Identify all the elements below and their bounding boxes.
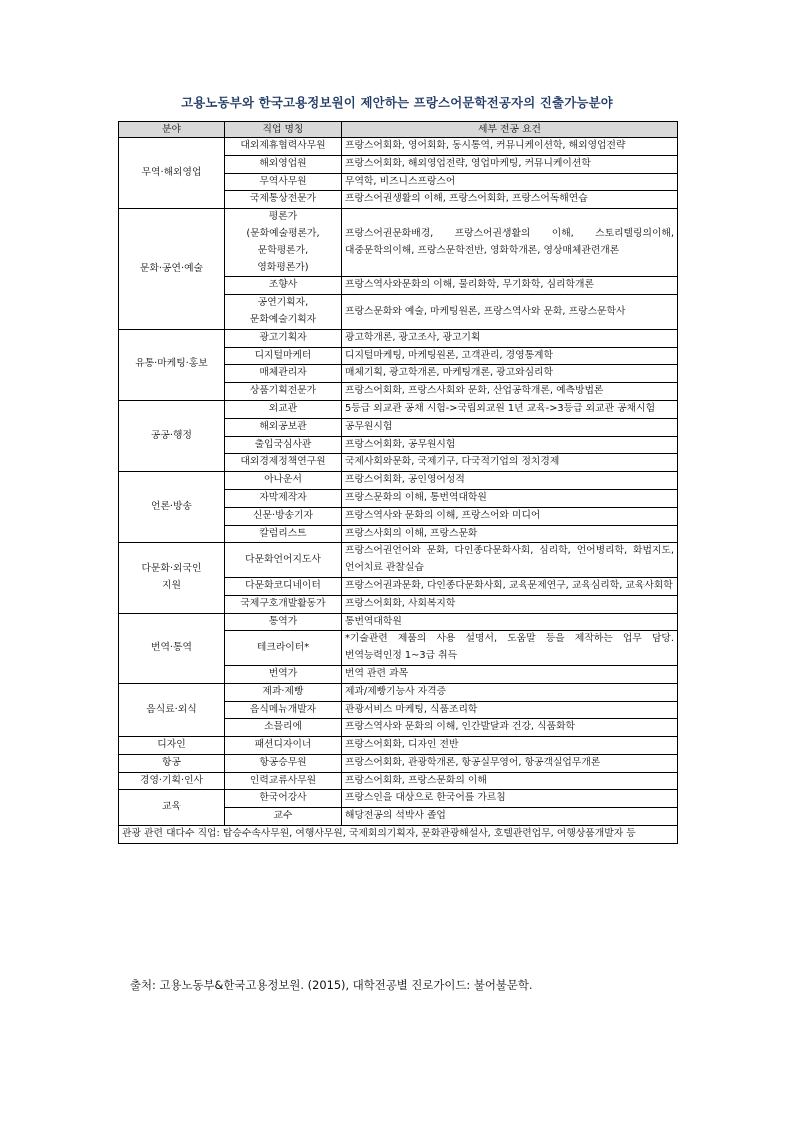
job-title-cell: 국제통상전문가	[225, 191, 342, 209]
job-title-cell: 제과·제빵	[225, 683, 342, 701]
note-row	[119, 826, 678, 844]
requirements-cell: 프랑스어권과문화, 다인종다문화사회, 교육문제연구, 교육심리학, 교육사회학	[342, 577, 678, 595]
field-cell: 음식료·외식	[119, 683, 225, 736]
requirements-cell: 프랑스역사와문화의 이해, 물리화학, 무기화학, 심리학개론	[342, 277, 678, 295]
requirements-cell: 프랑스어회화, 디자인 전반	[342, 737, 678, 755]
requirements-cell: 프랑스어회화, 사회복지학	[342, 595, 678, 613]
job-title-cell: 패션디자이너	[225, 737, 342, 755]
table-row	[119, 543, 678, 578]
requirements-cell: 프랑스어회화, 프랑스문화의 이해	[342, 772, 678, 790]
header-field: 분야	[119, 122, 225, 138]
job-title-cell: 공연기획자, 문화예술기획자	[225, 295, 342, 330]
job-title-cell: 매체관리자	[225, 365, 342, 383]
job-title-cell: 통역가	[225, 613, 342, 631]
table-row	[119, 209, 678, 277]
table-row	[119, 613, 678, 631]
table-row	[119, 772, 678, 790]
job-title-cell: 해외영업원	[225, 155, 342, 173]
table-row	[119, 329, 678, 347]
requirements-cell: 통번역대학원	[342, 613, 678, 631]
table-row	[119, 400, 678, 418]
job-title-cell: 다문화언어지도사	[225, 543, 342, 578]
requirements-cell: 무역학, 비즈니스프랑스어	[342, 173, 678, 191]
table-row	[119, 737, 678, 755]
requirements-cell: 프랑스어권생활의 이해, 프랑스어회화, 프랑스어독해연습	[342, 191, 678, 209]
requirements-cell: 프랑스어회화, 해외영업전략, 영업마케팅, 커뮤니케이션학	[342, 155, 678, 173]
table-row	[119, 754, 678, 772]
requirements-cell: 프랑스문화의 이해, 통번역대학원	[342, 489, 678, 507]
field-cell: 다문화·외국인 지원	[119, 543, 225, 613]
job-title-cell: 외교관	[225, 400, 342, 418]
document-title: 고용노동부와 한국고용정보원이 제안하는 프랑스어문학전공자의 진출가능분야	[181, 95, 613, 110]
note-cell: 관광 관련 대다수 직업: 탑승수속사무원, 여행사무원, 국제회의기획자, 문화관광해설사, 호텔관련업무, 여행상품개발자 등	[119, 826, 678, 844]
requirements-cell: 디지털마케팅, 마케팅원론, 고객관리, 경영통계학	[342, 347, 678, 365]
table-row	[119, 472, 678, 490]
field-cell: 공공·행정	[119, 400, 225, 471]
job-title-cell: 대외경제정책연구원	[225, 454, 342, 472]
job-title-cell: 대외제휴협력사무원	[225, 138, 342, 156]
job-title-cell: 인력교류사무원	[225, 772, 342, 790]
job-title-cell: 평론가 (문화예술평론가, 문학평론가, 영화평론가)	[225, 209, 342, 277]
requirements-cell: *기술관련 제품의 사용 설명서, 도움말 등을 제작하는 업무 담당. 번역능력인정 1~3급 취득	[342, 631, 678, 666]
requirements-cell: 프랑스문화와 예술, 마케팅원론, 프랑스역사와 문화, 프랑스문학사	[342, 295, 678, 330]
job-title-cell: 교수	[225, 808, 342, 826]
requirements-cell: 프랑스사회의 이해, 프랑스문화	[342, 525, 678, 543]
requirements-cell: 번역 관련 과목	[342, 665, 678, 683]
header-requirements: 세부 전공 요건	[342, 122, 678, 138]
job-title-cell: 상품기획전문가	[225, 383, 342, 401]
job-title-cell: 음식메뉴개발자	[225, 701, 342, 719]
requirements-cell: 프랑스인을 대상으로 한국어를 가르침	[342, 790, 678, 808]
table-row	[119, 683, 678, 701]
field-cell: 문화·공연·예술	[119, 209, 225, 330]
requirements-cell: 프랑스어권문화배경, 프랑스어권생활의 이해, 스토리텔링의이해, 대중문학의이해, 프랑스문학전반, 영화학개론, 영상매체관련개론	[342, 209, 678, 277]
job-title-cell: 신문·방송기자	[225, 507, 342, 525]
field-cell: 무역·해외영업	[119, 138, 225, 209]
requirements-cell: 제과/제빵기능사 자격증	[342, 683, 678, 701]
table-row	[119, 790, 678, 808]
table-row	[119, 138, 678, 156]
field-cell: 항공	[119, 754, 225, 772]
job-title-cell: 출입국심사관	[225, 436, 342, 454]
table-body	[119, 138, 678, 826]
career-table	[118, 121, 678, 844]
field-cell: 교육	[119, 790, 225, 826]
requirements-cell: 광고학개론, 광고조사, 광고기획	[342, 329, 678, 347]
requirements-cell: 프랑스어회화, 공인영어성적	[342, 472, 678, 490]
job-title-cell: 조향사	[225, 277, 342, 295]
job-title-cell: 테크라이터*	[225, 631, 342, 666]
requirements-cell: 프랑스역사와 문화의 이해, 프랑스어와 미디어	[342, 507, 678, 525]
job-title-cell: 한국어강사	[225, 790, 342, 808]
job-title-cell: 다문화코디네이터	[225, 577, 342, 595]
job-title-cell: 칼럼리스트	[225, 525, 342, 543]
job-title-cell: 번역가	[225, 665, 342, 683]
job-title-cell: 항공승무원	[225, 754, 342, 772]
job-title-cell: 국제구호개발활동가	[225, 595, 342, 613]
field-cell: 번역·통역	[119, 613, 225, 683]
field-cell: 유통·마케팅·홍보	[119, 329, 225, 400]
field-cell: 디자인	[119, 737, 225, 755]
requirements-cell: 프랑스어회화, 프랑스사회와 문화, 산업공학개론, 예측방법론	[342, 383, 678, 401]
requirements-cell: 프랑스어회화, 관광학개론, 항공실무영어, 항공객실업무개론	[342, 754, 678, 772]
requirements-cell: 프랑스어회화, 공무원시험	[342, 436, 678, 454]
job-title-cell: 아나운서	[225, 472, 342, 490]
source-citation: 출처: 고용노동부&한국고용정보원. (2015), 대학전공별 진로가이드: 불어불문학.	[130, 978, 533, 992]
requirements-cell: 관광서비스 마케팅, 식품조리학	[342, 701, 678, 719]
job-title-cell: 소믈리에	[225, 719, 342, 737]
requirements-cell: 공무원시험	[342, 418, 678, 436]
requirements-cell: 프랑스어권언어와 문화, 다인종다문화사회, 심리학, 언어병리학, 화법지도, 언어치료 관찰실습	[342, 543, 678, 578]
requirements-cell: 프랑스어회화, 영어회화, 동시통역, 커뮤니케이션학, 해외영업전략	[342, 138, 678, 156]
header-job-title: 직업 명칭	[225, 122, 342, 138]
table-header-row	[119, 122, 678, 138]
job-title-cell: 디지털마케터	[225, 347, 342, 365]
requirements-cell: 해당전공의 석박사 졸업	[342, 808, 678, 826]
job-title-cell: 자막제작자	[225, 489, 342, 507]
job-title-cell: 해외공보관	[225, 418, 342, 436]
field-cell: 경영·기획·인사	[119, 772, 225, 790]
field-cell: 언론·방송	[119, 472, 225, 543]
requirements-cell: 국제사회와문화, 국제기구, 다국적기업의 정치경제	[342, 454, 678, 472]
job-title-cell: 광고기획자	[225, 329, 342, 347]
requirements-cell: 5등급 외교관 공채 시험->국립외교원 1년 교육->3등급 외교관 공채시험	[342, 400, 678, 418]
requirements-cell: 프랑스역사와 문화의 이해, 인간발달과 건강, 식품화학	[342, 719, 678, 737]
requirements-cell: 매체기획, 광고학개론, 마케팅개론, 광고와심리학	[342, 365, 678, 383]
job-title-cell: 무역사무원	[225, 173, 342, 191]
